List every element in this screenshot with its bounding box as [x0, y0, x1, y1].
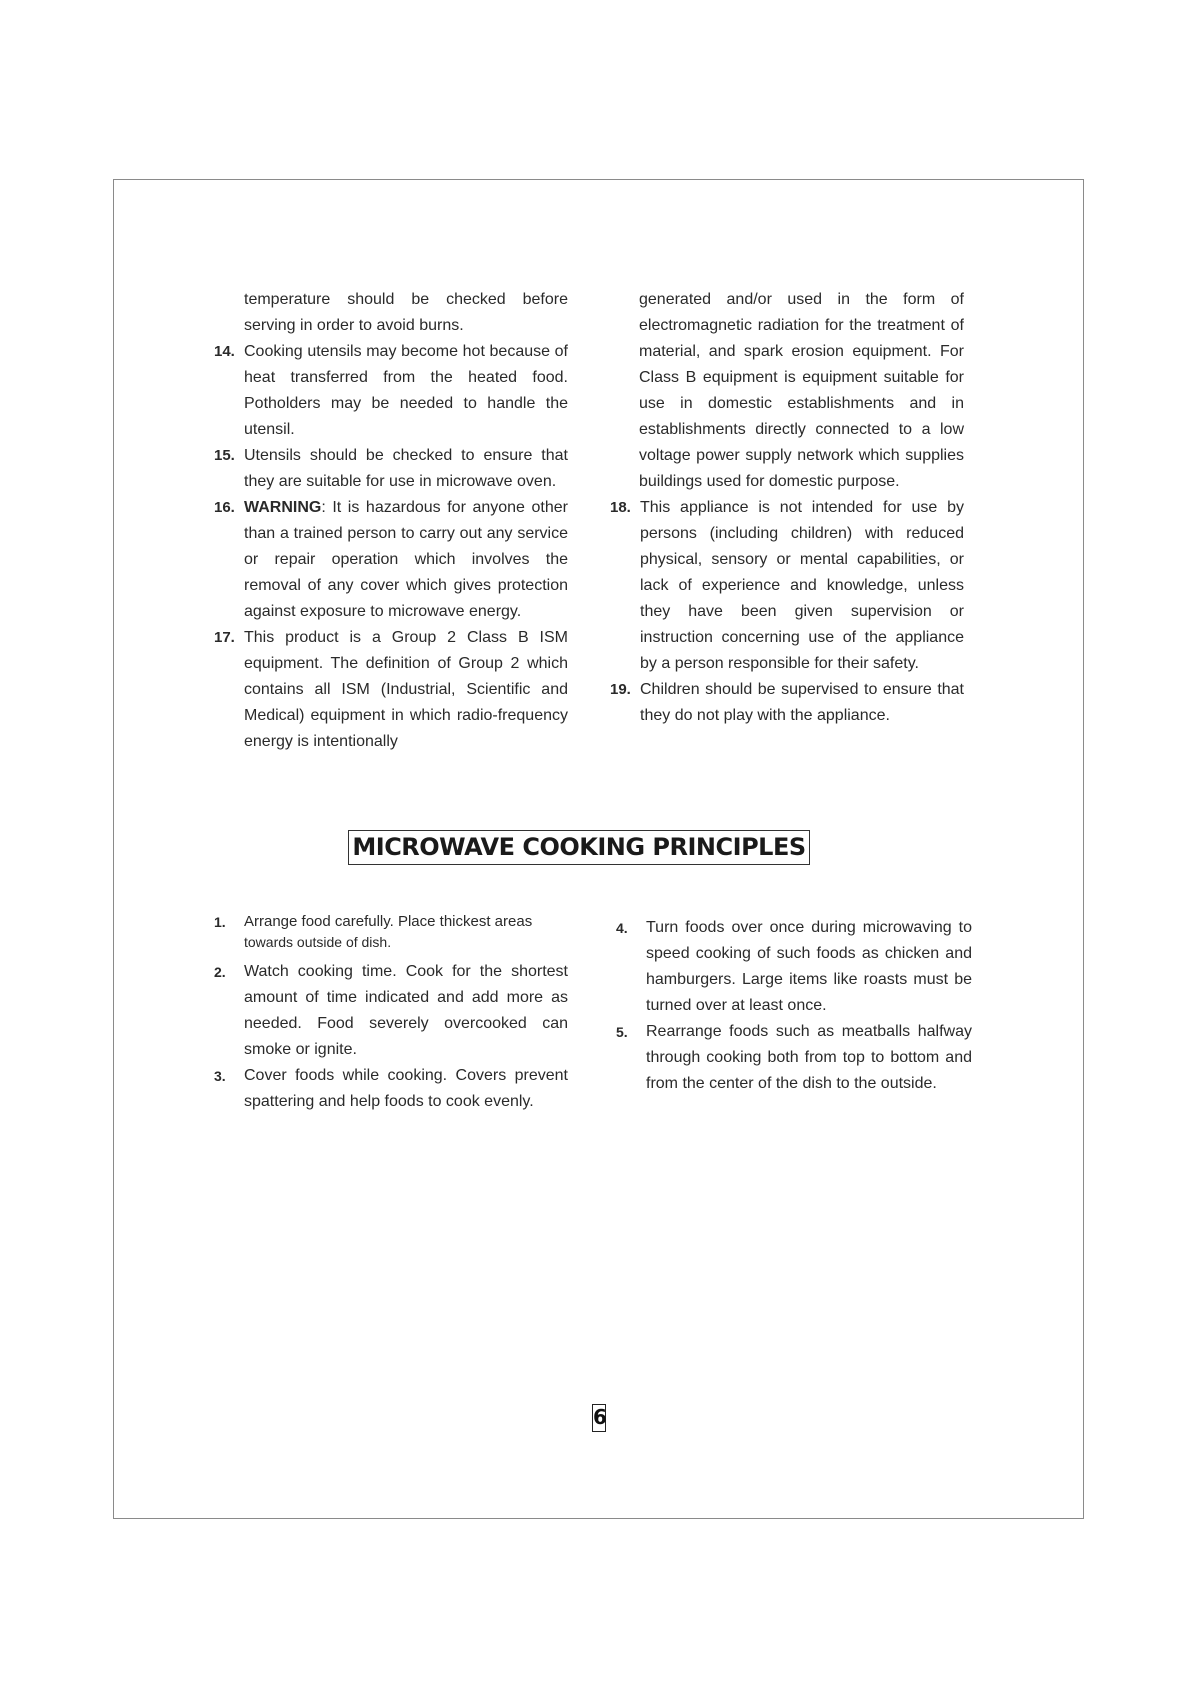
principle-item-2 — [214, 959, 568, 1063]
safety-left-column — [214, 287, 568, 755]
principle-item-4 — [616, 915, 972, 1019]
item-number: 2. — [214, 964, 226, 980]
item-text-first: Arrange food carefully. Place thickest areas — [244, 913, 533, 930]
item-number: 5. — [616, 1024, 628, 1040]
item-number: 19. — [610, 681, 631, 698]
safety-item-16 — [214, 495, 568, 625]
principles-left-column — [214, 912, 568, 1115]
item-text: Rearrange foods such as meatballs halfway through cooking both from top to bottom and from the center of the dish to the outside. — [646, 1023, 972, 1092]
continued-item-17: generated and/or used in the form of electromagnetic radiation for the treatment of material, and spark erosion equipment. For Class B equipment is equipment suitable for use in domestic establishments and in establishments directly connected to a low voltage power supply network which supplies buildings used for domestic purpose. — [639, 291, 964, 490]
principle-item-3 — [214, 1063, 568, 1115]
item-text: Watch cooking time. Cook for the shortest amount of time indicated and add more as needed. Food severely overcooked can smoke or ignite. — [244, 963, 568, 1058]
item-number: 1. — [214, 914, 226, 930]
item-number: 17. — [214, 629, 235, 646]
page-number: 6 — [592, 1404, 606, 1432]
safety-right-column — [610, 287, 964, 729]
continued-item-13: temperature should be checked before serving in order to avoid burns. — [244, 291, 568, 334]
principle-item-5 — [616, 1019, 972, 1097]
warning-label: WARNING — [244, 499, 322, 516]
safety-item-14 — [214, 339, 568, 443]
item-text-rest: towards outside of dish. — [244, 934, 392, 950]
item-number: 4. — [616, 920, 628, 936]
safety-item-18 — [610, 495, 964, 677]
principle-item-1 — [214, 912, 568, 953]
item-number: 3. — [214, 1068, 226, 1084]
principles-right-column — [616, 915, 972, 1097]
safety-item-17 — [214, 625, 568, 755]
item-number: 16. — [214, 499, 235, 516]
item-number: 14. — [214, 343, 235, 360]
item-text: This appliance is not intended for use by persons (including children) with reduced physical, sensory or mental capabilities, or lack of experience and knowledge, unless they have been given supervision or instruction concerning use of the appliance by a person responsible for their safety. — [640, 499, 964, 672]
item-number: 15. — [214, 447, 235, 464]
item-text: Cooking utensils may become hot because of heat transferred from the heated food. Potholders may be needed to handle the utensil. — [244, 343, 568, 438]
item-text: : It is hazardous for anyone other than a trained person to carry out any service or repair operation which involves the removal of any cover which gives protection against exposure to microwave energy. — [244, 499, 568, 620]
item-text: Cover foods while cooking. Covers prevent spattering and help foods to cook evenly. — [244, 1067, 568, 1110]
item-text: Children should be supervised to ensure that they do not play with the appliance. — [640, 681, 964, 724]
safety-item-15 — [214, 443, 568, 495]
item-text: This product is a Group 2 Class B ISM equipment. The definition of Group 2 which contains all ISM (Industrial, Scientific and Medical) equipment in which radio-frequency energy is intentionally — [244, 629, 568, 750]
section-title: MICROWAVE COOKING PRINCIPLES — [348, 830, 810, 865]
safety-item-19 — [610, 677, 964, 729]
item-text: Turn foods over once during microwaving to speed cooking of such foods as chicken and hamburgers. Large items like roasts must be turned over at least once. — [646, 919, 972, 1014]
item-number: 18. — [610, 499, 631, 516]
item-text: Utensils should be checked to ensure that they are suitable for use in microwave oven. — [244, 447, 568, 490]
